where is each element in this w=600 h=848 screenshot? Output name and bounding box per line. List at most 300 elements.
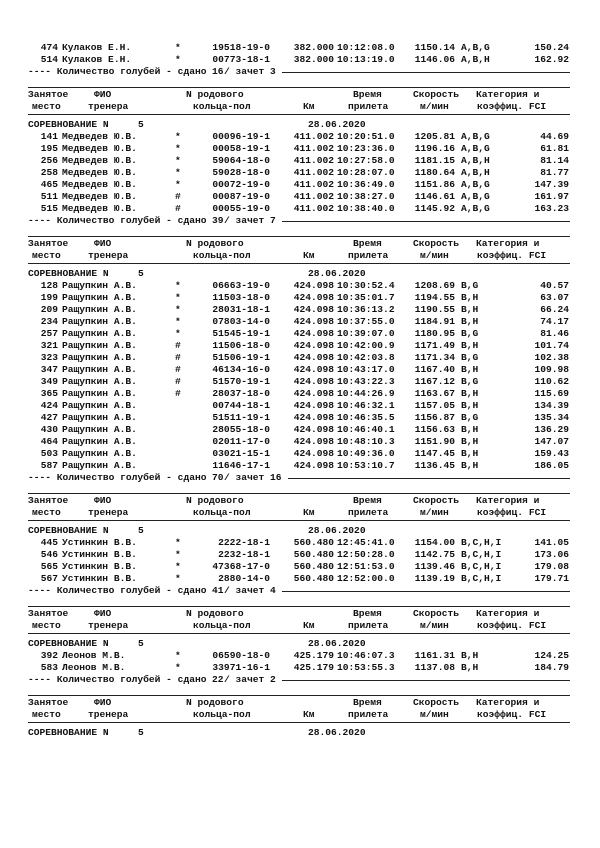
ring-number: 46134-16-0 [212,364,270,375]
counted-count: 2 [270,674,276,685]
distance-km: 424.098 [293,316,334,327]
trainer-name: Ращупкин А.В. [62,412,137,423]
table-row [0,167,600,179]
table-row [0,376,600,388]
distance-km: 411.002 [293,143,334,154]
summary-dash-line [282,680,570,681]
arrival-time: 10:37:55.0 [337,316,395,327]
trainer-name: Ращупкин А.В. [62,340,137,351]
header-trainer: ФИО [94,608,112,619]
speed: 1161.31 [414,650,455,661]
table-row [0,573,600,585]
ring-number: 51506-19-1 [212,352,270,363]
trainer-name: Леонов М.В. [62,662,126,673]
column-header-row [0,507,600,519]
speed: 1145.92 [414,203,455,214]
arrival-time: 10:46:40.1 [337,424,395,435]
distance-km: 411.002 [293,131,334,142]
place-number: 567 [40,573,58,584]
category: B,C,H,I [461,573,502,584]
ring-number: 00744-18-1 [212,400,270,411]
distance-km: 424.098 [293,280,334,291]
category: A,B,G [461,131,490,142]
place-number: 430 [40,424,58,435]
trainer-name: Медведев Ю.В. [62,131,137,142]
category: B,H [461,340,479,351]
category: B,G [461,412,479,423]
table-row [0,537,600,549]
table-row [0,412,600,424]
column-header-row [0,709,600,721]
trainer-name: Ращупкин А.В. [62,316,137,327]
header-ring: N родового [186,89,244,100]
speed: 1208.69 [414,280,455,291]
header-category: Категория и [476,495,540,506]
arrival-time: 10:23:36.0 [337,143,395,154]
speed: 1171.49 [414,340,455,351]
category: B,H [461,400,479,411]
speed: 1146.06 [414,54,455,65]
header-rule [28,263,570,264]
table-row [0,292,600,304]
place-number: 546 [40,549,58,560]
table-row [0,179,600,191]
header-speed: Скорость [413,89,460,100]
place-number: 209 [40,304,58,315]
speed: 1151.90 [414,436,455,447]
header-category-sub: коэффиц. FCI [477,101,547,112]
ring-number: 28055-18-0 [212,424,270,435]
table-row [0,388,600,400]
arrival-time: 10:38:27.0 [337,191,395,202]
column-header-row [0,620,600,632]
arrival-time: 10:43:17.0 [337,364,395,375]
header-rule [28,114,570,115]
status-mark: * [175,155,181,166]
header-category: Категория и [476,89,540,100]
status-mark: # [175,388,181,399]
place-number: 256 [40,155,58,166]
header-category: Категория и [476,238,540,249]
header-category-sub: коэффиц. FCI [477,620,547,631]
speed: 1146.61 [414,191,455,202]
competition-label: СОРЕВНОВАНИЕ N [28,525,109,536]
trainer-name: Медведев Ю.В. [62,179,137,190]
distance-km: 411.002 [293,155,334,166]
fci-coefficient: 173.06 [534,549,569,560]
ring-number: 07803-14-0 [212,316,270,327]
summary-label: ---- Количество голубей - сдано [28,215,207,226]
status-mark: # [175,203,181,214]
table-row [0,352,600,364]
ring-number: 33971-16-1 [212,662,270,673]
header-place: Занятое [28,89,69,100]
trainer-name: Ращупкин А.В. [62,352,137,363]
category: B,C,H,I [461,561,502,572]
trainer-name: Ращупкин А.В. [62,292,137,303]
distance-km: 411.002 [293,167,334,178]
ring-number: 28031-18-1 [212,304,270,315]
fci-coefficient: 147.07 [534,436,569,447]
header-km: Км [303,507,315,518]
top-rule [28,493,570,494]
table-row [0,203,600,215]
distance-km: 382.000 [293,42,334,53]
header-place-sub: место [32,250,61,261]
header-place-sub: место [32,101,61,112]
category: B,H [461,388,479,399]
category: A,B,H [461,54,490,65]
status-mark: * [175,54,181,65]
place-number: 445 [40,537,58,548]
table-row [0,561,600,573]
status-mark: * [175,280,181,291]
place-number: 465 [40,179,58,190]
header-km: Км [303,101,315,112]
top-rule [28,236,570,237]
arrival-time: 10:36:13.2 [337,304,395,315]
trainer-name: Леонов М.В. [62,650,126,661]
ring-number: 51545-19-1 [212,328,270,339]
header-category-sub: коэффиц. FCI [477,709,547,720]
header-place-sub: место [32,620,61,631]
category: B,G [461,352,479,363]
header-trainer-sub: тренера [88,709,129,720]
ring-number: 06590-18-0 [212,650,270,661]
fci-coefficient: 66.24 [540,304,569,315]
table-row [0,54,600,66]
header-ring: N родового [186,495,244,506]
category: B,G [461,328,479,339]
speed: 1205.81 [414,131,455,142]
fci-coefficient: 163.23 [534,203,569,214]
status-mark: * [175,304,181,315]
header-trainer-sub: тренера [88,507,129,518]
ring-number: 59028-18-0 [212,167,270,178]
header-trainer-sub: тренера [88,101,129,112]
speed: 1147.45 [414,448,455,459]
competition-line [0,727,600,739]
fci-coefficient: 81.14 [540,155,569,166]
summary-label: ---- Количество голубей - сдано [28,472,207,483]
top-rule [28,695,570,696]
place-number: 474 [40,42,58,53]
place-number: 257 [40,328,58,339]
header-category: Категория и [476,608,540,619]
ring-number: 2232-18-1 [218,549,270,560]
status-mark: # [175,340,181,351]
header-ring: N родового [186,238,244,249]
ring-number: 00773-18-1 [212,54,270,65]
distance-km: 411.002 [293,203,334,214]
counted-count: 16 [270,472,282,483]
status-mark: # [175,364,181,375]
fci-coefficient: 61.81 [540,143,569,154]
distance-km: 560.480 [293,537,334,548]
ring-number: 11506-18-0 [212,340,270,351]
category: A,B,H [461,167,490,178]
header-place-sub: место [32,709,61,720]
counted-label: / зачет [224,674,265,685]
competition-label: СОРЕВНОВАНИЕ N [28,727,109,738]
header-time: Время [353,608,382,619]
place-number: 514 [40,54,58,65]
header-category-sub: коэффиц. FCI [477,250,547,261]
table-row [0,131,600,143]
trainer-name: Ращупкин А.В. [62,448,137,459]
fci-coefficient: 135.34 [534,412,569,423]
fci-coefficient: 40.57 [540,280,569,291]
fci-coefficient: 81.46 [540,328,569,339]
section-summary [0,674,600,686]
header-time: Время [353,238,382,249]
trainer-name: Медведев Ю.В. [62,155,137,166]
status-mark: * [175,143,181,154]
counted-label: / зачет [224,66,265,77]
arrival-time: 10:36:49.0 [337,179,395,190]
category: B,H [461,364,479,375]
place-number: 464 [40,436,58,447]
place-number: 128 [40,280,58,291]
competition-date: 28.06.2020 [308,525,366,536]
distance-km: 382.000 [293,54,334,65]
arrival-time: 10:39:07.0 [337,328,395,339]
status-mark: * [175,549,181,560]
arrival-time: 10:38:40.0 [337,203,395,214]
fci-coefficient: 101.74 [534,340,569,351]
header-trainer: ФИО [94,697,112,708]
column-header-row [0,250,600,262]
summary-dash-line [282,72,570,73]
fci-coefficient: 179.08 [534,561,569,572]
header-km: Км [303,620,315,631]
speed: 1139.46 [414,561,455,572]
category: A,B,G [461,143,490,154]
trainer-name: Устинкин В.В. [62,573,137,584]
ring-number: 00072-19-0 [212,179,270,190]
header-ring-sub: кольца-пол [193,709,251,720]
distance-km: 560.480 [293,573,334,584]
fci-coefficient: 147.39 [534,179,569,190]
ring-number: 47368-17-0 [212,561,270,572]
category: B,C,H,I [461,537,502,548]
speed: 1157.05 [414,400,455,411]
distance-km: 424.098 [293,388,334,399]
arrival-time: 10:28:07.0 [337,167,395,178]
competition-number: 5 [138,638,144,649]
table-row [0,662,600,674]
trainer-name: Медведев Ю.В. [62,143,137,154]
table-row [0,328,600,340]
fci-coefficient: 186.05 [534,460,569,471]
header-speed: Скорость [413,238,460,249]
header-trainer: ФИО [94,495,112,506]
status-mark: * [175,561,181,572]
ring-number: 00058-19-1 [212,143,270,154]
place-number: 511 [40,191,58,202]
header-time: Время [353,89,382,100]
category: B,C,H,I [461,549,502,560]
status-mark: * [175,42,181,53]
column-header-row [0,89,600,101]
table-row [0,280,600,292]
place-number: 503 [40,448,58,459]
competition-label: СОРЕВНОВАНИЕ N [28,638,109,649]
table-row [0,364,600,376]
trainer-name: Ращупкин А.В. [62,436,137,447]
counted-count: 3 [270,66,276,77]
fci-coefficient: 150.24 [534,42,569,53]
header-trainer-sub: тренера [88,250,129,261]
table-row [0,340,600,352]
category: A,B,H [461,155,490,166]
place-number: 199 [40,292,58,303]
summary-label: ---- Количество голубей - сдано [28,674,207,685]
table-row [0,155,600,167]
header-time: Время [353,495,382,506]
distance-km: 424.098 [293,436,334,447]
table-row [0,191,600,203]
competition-number: 5 [138,525,144,536]
speed: 1163.67 [414,388,455,399]
distance-km: 424.098 [293,448,334,459]
status-mark: * [175,328,181,339]
arrival-time: 10:49:36.0 [337,448,395,459]
speed: 1136.45 [414,460,455,471]
header-ring: N родового [186,697,244,708]
table-row [0,42,600,54]
fci-coefficient: 44.69 [540,131,569,142]
ring-number: 00055-19-0 [212,203,270,214]
distance-km: 424.098 [293,400,334,411]
speed: 1181.15 [414,155,455,166]
header-speed-sub: м/мин [420,620,449,631]
ring-number: 03021-15-1 [212,448,270,459]
distance-km: 425.179 [293,662,334,673]
category: B,G [461,280,479,291]
place-number: 392 [40,650,58,661]
fci-coefficient: 134.39 [534,400,569,411]
ring-number: 11503-18-0 [212,292,270,303]
header-ring-sub: кольца-пол [193,620,251,631]
place-number: 587 [40,460,58,471]
trainer-name: Устинкин В.В. [62,549,137,560]
status-mark: * [175,573,181,584]
trainer-name: Ращупкин А.В. [62,280,137,291]
speed: 1184.91 [414,316,455,327]
fci-coefficient: 102.38 [534,352,569,363]
table-row [0,436,600,448]
category: B,H [461,460,479,471]
arrival-time: 10:35:01.7 [337,292,395,303]
place-number: 427 [40,412,58,423]
distance-km: 425.179 [293,650,334,661]
arrival-time: 10:46:07.3 [337,650,395,661]
header-speed: Скорость [413,495,460,506]
table-row [0,650,600,662]
competition-date: 28.06.2020 [308,727,366,738]
competition-label: СОРЕВНОВАНИЕ N [28,268,109,279]
arrival-time: 10:53:55.3 [337,662,395,673]
ring-number: 00087-19-0 [212,191,270,202]
ring-number: 2222-18-1 [218,537,270,548]
category: A,B,G [461,203,490,214]
table-row [0,448,600,460]
fci-coefficient: 179.71 [534,573,569,584]
header-speed-sub: м/мин [420,101,449,112]
distance-km: 424.098 [293,292,334,303]
fci-coefficient: 74.17 [540,316,569,327]
counted-label: / зачет [224,585,265,596]
ring-number: 59064-18-0 [212,155,270,166]
category: B,H [461,304,479,315]
speed: 1151.86 [414,179,455,190]
column-header-row [0,697,600,709]
speed: 1139.19 [414,573,455,584]
competition-line [0,268,600,280]
section-summary [0,472,600,484]
trainer-name: Ращупкин А.В. [62,388,137,399]
submitted-count: 16 [212,66,224,77]
trainer-name: Ращупкин А.В. [62,424,137,435]
category: B,H [461,662,479,673]
status-mark: # [175,352,181,363]
speed: 1171.34 [414,352,455,363]
distance-km: 424.098 [293,460,334,471]
header-category: Категория и [476,697,540,708]
trainer-name: Кулаков Е.Н. [62,42,132,53]
distance-km: 560.480 [293,561,334,572]
competition-date: 28.06.2020 [308,268,366,279]
distance-km: 560.480 [293,549,334,560]
header-speed: Скорость [413,697,460,708]
category: A,B,G [461,191,490,202]
speed: 1190.55 [414,304,455,315]
speed: 1196.16 [414,143,455,154]
distance-km: 424.098 [293,376,334,387]
category: B,H [461,316,479,327]
status-mark: * [175,131,181,142]
arrival-time: 10:44:26.9 [337,388,395,399]
header-ring-sub: кольца-пол [193,507,251,518]
fci-coefficient: 161.97 [534,191,569,202]
distance-km: 424.098 [293,364,334,375]
place-number: 195 [40,143,58,154]
competition-date: 28.06.2020 [308,638,366,649]
counted-label: / зачет [224,215,265,226]
speed: 1167.12 [414,376,455,387]
arrival-time: 10:43:22.3 [337,376,395,387]
category: A,B,G [461,42,490,53]
ring-number: 06663-19-0 [212,280,270,291]
top-rule [28,87,570,88]
trainer-name: Ращупкин А.В. [62,364,137,375]
place-number: 365 [40,388,58,399]
column-header-row [0,238,600,250]
header-place-sub: место [32,507,61,518]
distance-km: 424.098 [293,340,334,351]
section-summary [0,215,600,227]
place-number: 321 [40,340,58,351]
counted-label: / зачет [224,472,265,483]
arrival-time: 10:13:19.0 [337,54,395,65]
trainer-name: Устинкин В.В. [62,561,137,572]
header-rule [28,722,570,723]
header-speed-sub: м/мин [420,507,449,518]
ring-number: 2880-14-0 [218,573,270,584]
place-number: 583 [40,662,58,673]
ring-number: 51511-19-1 [212,412,270,423]
